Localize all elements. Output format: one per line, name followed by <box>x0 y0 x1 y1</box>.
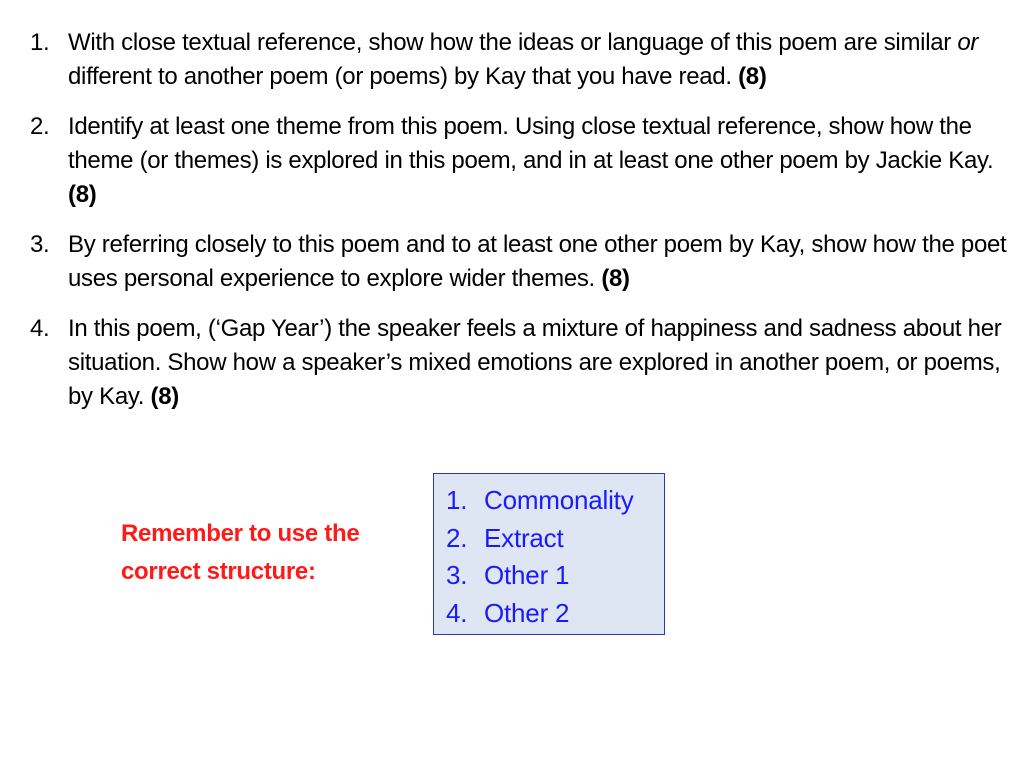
structure-item-number: 3. <box>446 560 468 590</box>
question-text-continued: different to another poem (or poems) by Kay that you have read. <box>68 63 739 90</box>
structure-box <box>433 473 665 635</box>
reminder-line-1: Remember to use the <box>121 520 360 547</box>
question-marks: (8) <box>68 181 97 208</box>
question-marks: (8) <box>738 63 767 90</box>
question-emphasis: or <box>957 29 979 56</box>
structure-item-label: Other 1 <box>484 560 570 590</box>
structure-item <box>446 520 664 558</box>
question-number: 3. <box>30 231 50 258</box>
structure-item-label: Extract <box>484 522 564 553</box>
question-text: In this poem, (‘Gap Year’) the speaker feels a mixture of happiness and sadness about her situation. Show how a speaker’s mixed emotions are explored in another poem, or poems, by Kay. <box>68 315 1002 410</box>
structure-list <box>434 474 664 632</box>
structure-item-label: Other 2 <box>484 597 570 628</box>
question-marks: (8) <box>150 383 179 410</box>
question-text: Identify at least one theme from this poem. Using close textual reference, show how the theme (or themes) is explored in this poem, and in at least one other poem by Jackie Kay. <box>68 113 994 174</box>
question-3 <box>30 228 1015 296</box>
structure-item-number: 2. <box>446 522 468 553</box>
structure-item <box>446 557 664 595</box>
structure-item-number: 1. <box>446 485 468 515</box>
question-number: 1. <box>30 29 50 56</box>
question-list <box>30 26 1015 430</box>
question-text: By referring closely to this poem and to at least one other poem by Kay, show how the poet uses personal experience to explore wider themes. <box>68 231 1007 292</box>
question-number: 2. <box>30 113 50 140</box>
question-text: With close textual reference, show how the ideas or language of this poem are similar <box>68 29 958 56</box>
question-2 <box>30 110 1015 212</box>
structure-item <box>446 595 664 633</box>
question-marks: (8) <box>601 265 630 292</box>
structure-reminder <box>121 515 421 591</box>
question-1 <box>30 26 1015 94</box>
reminder-line-2: correct structure: <box>121 558 316 585</box>
structure-item-label: Commonality <box>484 485 634 515</box>
question-4 <box>30 312 1015 414</box>
structure-item-number: 4. <box>446 597 468 628</box>
question-number: 4. <box>30 315 50 342</box>
structure-item <box>446 482 664 520</box>
